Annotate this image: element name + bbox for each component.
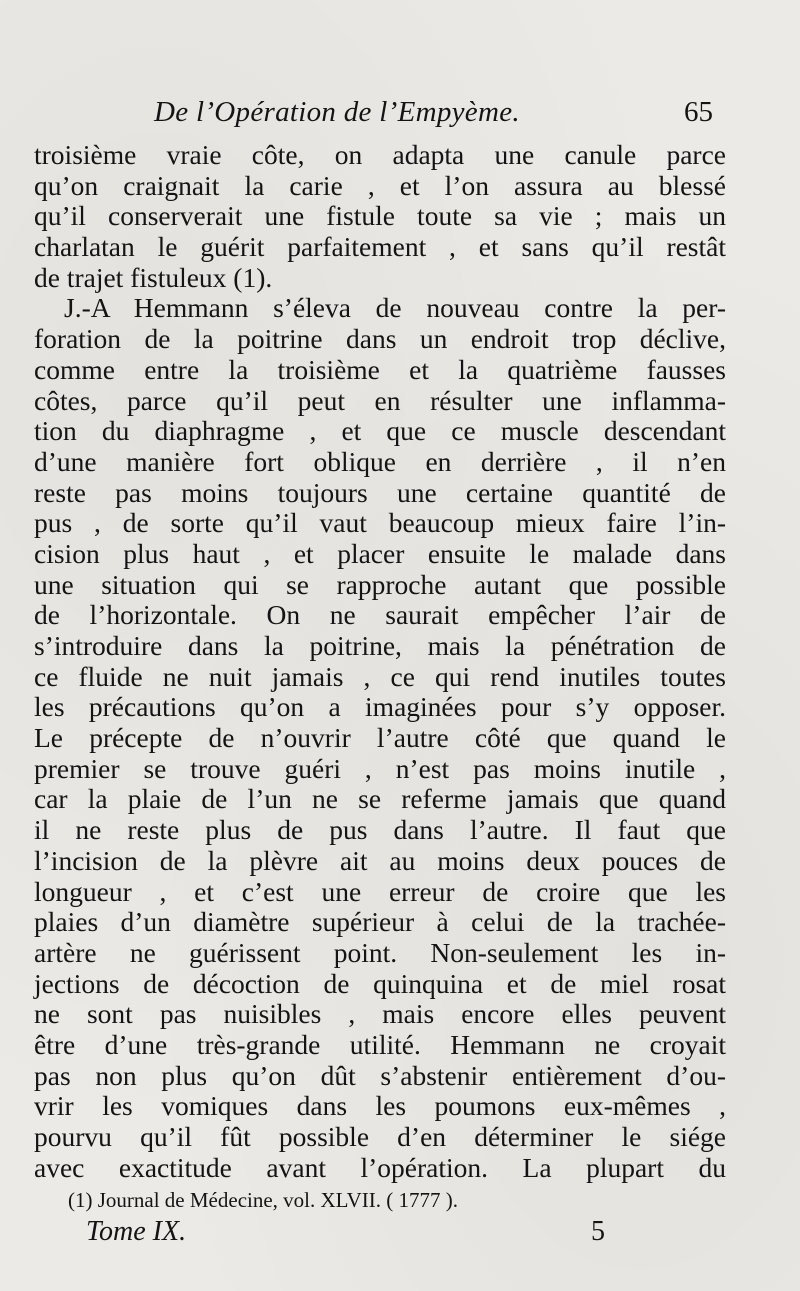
paragraph-first-line: J.-A Hemmann s’éleva de nouveau contre la per- (64, 292, 726, 324)
text-line: l’incision de la plèvre ait au moins deux pouces de (34, 844, 726, 876)
text-line: de trajet fistuleux (1). (34, 261, 273, 293)
running-head (0, 96, 800, 136)
text-line: pas non plus qu’on dût s’abstenir entièrement d’ou- (34, 1059, 726, 1091)
signature-line (0, 1216, 800, 1256)
text-line: comme entre la troisième et la quatrième fausses (34, 353, 726, 385)
page-number: 65 (684, 96, 713, 128)
text-line: qu’il conserverait une fistule toute sa vie ; mais un (34, 200, 726, 232)
text-line: foration de la poitrine dans un endroit trop déclive, (34, 323, 726, 355)
text-line: plaies d’un diamètre supérieur à celui de la trachée- (34, 906, 726, 938)
text-line: charlatan le guérit parfaitement , et sans qu’il restât (34, 231, 726, 263)
footnote: (1) Journal de Médecine, vol. XLVII. ( 1777 ). (68, 1188, 458, 1212)
running-title: De l’Opération de l’Empyème. (154, 96, 520, 128)
text-line: longueur , et c’est une erreur de croire que les (34, 875, 726, 907)
text-line: de l’horizontale. On ne saurait empêcher l’air de (34, 599, 726, 631)
signature-number: 5 (591, 1216, 605, 1247)
text-line: avec exactitude avant l’opération. La plupart du (34, 1151, 726, 1183)
text-line: pus , de sorte qu’il vaut beaucoup mieux faire l’in- (34, 507, 726, 539)
text-line: reste pas moins toujours une certaine quantité de (34, 476, 726, 508)
text-line: jections de décoction de quinquina et de miel rosat (34, 967, 726, 999)
text-line: vrir les vomiques dans les poumons eux-mêmes , (34, 1090, 726, 1122)
text-line: artère ne guérissent point. Non-seulement les in- (34, 936, 726, 968)
tome-label: Tome IX. (86, 1216, 187, 1247)
text-line: premier se trouve guéri , n’est pas moins inutile , (34, 752, 726, 784)
text-line: cision plus haut , et placer ensuite le malade dans (34, 537, 726, 569)
text-line: pourvu qu’il fût possible d’en déterminer le siége (34, 1121, 726, 1152)
text-line: les précautions qu’on a imaginées pour s’y opposer. (34, 691, 726, 723)
text-line: tion du diaphragme , et que ce muscle descendant (34, 415, 726, 447)
text-line: d’une manière fort oblique en derrière , il n’en (34, 445, 726, 477)
text-line: ne sont pas nuisibles , mais encore elles peuvent (34, 998, 726, 1030)
text-line: s’introduire dans la poitrine, mais la pénétration de (34, 630, 726, 661)
text-line: ce fluide ne nuit jamais , ce qui rend inutiles toutes (34, 660, 726, 692)
text-line: côtes, parce qu’il peut en résulter une inflamma- (34, 384, 726, 416)
text-line: Le précepte de n’ouvrir l’autre côté que quand le (34, 722, 726, 754)
text-line: une situation qui se rapproche autant que possible (34, 568, 726, 600)
body-text (34, 140, 726, 1183)
text-line: il ne reste plus de pus dans l’autre. Il faut que (34, 814, 726, 846)
text-line: troisième vraie côte, on adapta une canule parce (34, 139, 726, 170)
text-line: qu’on craignait la carie , et l’on assura au blessé (34, 169, 726, 201)
text-line: être d’une très-grande utilité. Hemmann ne croyait (34, 1028, 726, 1060)
text-line: car la plaie de l’un ne se referme jamais que quand (34, 783, 726, 815)
